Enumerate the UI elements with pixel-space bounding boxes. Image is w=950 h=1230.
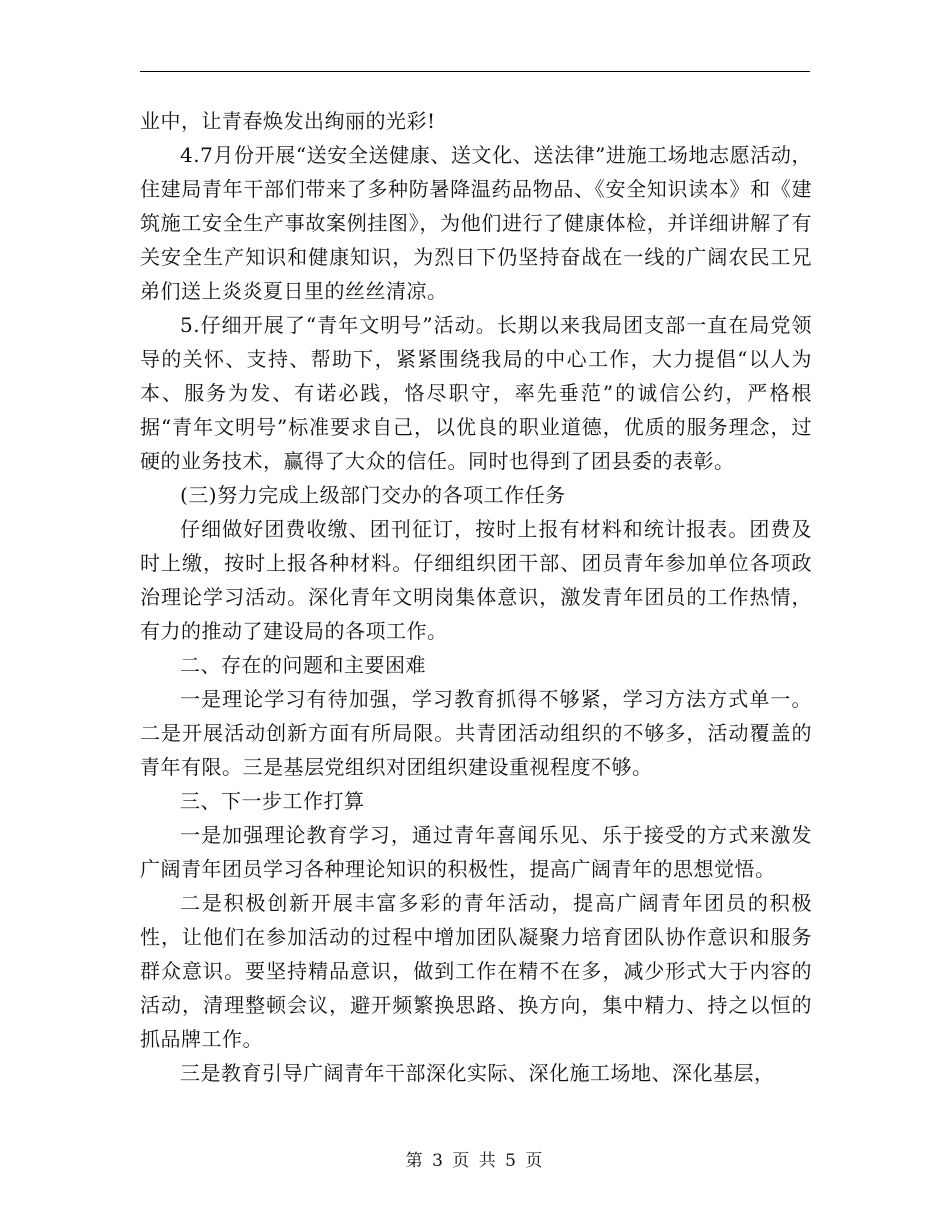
section-heading-3: (三)努力完成上级部门交办的各项工作任务	[180, 483, 566, 507]
paragraph-item-5: 5.仔细开展了“青年文明号”活动。长期以来我局团支部一直在局党领导的关怀、支持、帮助下，紧紧围绕我局的中心工作，大力提倡“以人为本、服务为发、有诺必践，恪尽职守，率先垂范”的诚信公约，严格根据“青年文明号”标准要求自己，以优良的职业道德，优质的服务理念，过硬的业务技术，赢得了大众的信任。同时也得到了团县委的表彰。	[140, 313, 812, 473]
paragraph-problems: 一是理论学习有待加强，学习教育抓得不够紧，学习方法方式单一。二是开展活动创新方面有所局限。共青团活动组织的不够多，活动覆盖的青年有限。三是基层党组织对团组织建设重视程度不够。	[140, 687, 812, 779]
paragraph-item-4: 4.7月份开展“送安全送健康、送文化、送法律”进施工场地志愿活动，住建局青年干部们带来了多种防暑降温药品物品、《安全知识读本》和《建筑施工安全生产事故案例挂图》，为他们进行了健康体检，并详细讲解了有关安全生产知识和健康知识，为烈日下仍坚持奋战在一线的广阔农民工兄弟们送上炎炎夏日里的丝丝清凉。	[140, 143, 812, 303]
section-heading-problems: 二、存在的问题和主要困难	[180, 653, 426, 677]
page-number-footer: 第 3 页 共 5 页	[405, 1151, 545, 1171]
paragraph-tasks: 仔细做好团费收缴、团刊征订，按时上报有材料和统计报表。团费及时上缴，按时上报各种材料。仔细组织团干部、团员青年参加单位各项政治理论学习活动。深化青年文明岗集体意识，激发青年团员的工作热情，有力的推动了建设局的各项工作。	[140, 517, 812, 643]
paragraph-continuation: 业中，让青春焕发出绚丽的光彩!	[140, 109, 436, 133]
section-heading-next-steps: 三、下一步工作打算	[180, 789, 365, 813]
header-rule	[140, 71, 810, 72]
document-body	[140, 104, 812, 1090]
paragraph-plan-3: 三是教育引导广阔青年干部深化实际、深化施工场地、深化基层，	[180, 1061, 775, 1085]
paragraph-plan-2: 二是积极创新开展丰富多彩的青年活动，提高广阔青年团员的积极性，让他们在参加活动的过程中增加团队凝聚力培育团队协作意识和服务群众意识。要坚持精品意识，做到工作在精不在多，减少形式大于内容的活动，清理整顿会议，避开频繁换思路、换方向，集中精力、持之以恒的抓品牌工作。	[140, 891, 812, 1051]
paragraph-plan-1: 一是加强理论教育学习，通过青年喜闻乐见、乐于接受的方式来激发广阔青年团员学习各种理论知识的积极性，提高广阔青年的思想觉悟。	[140, 823, 812, 881]
